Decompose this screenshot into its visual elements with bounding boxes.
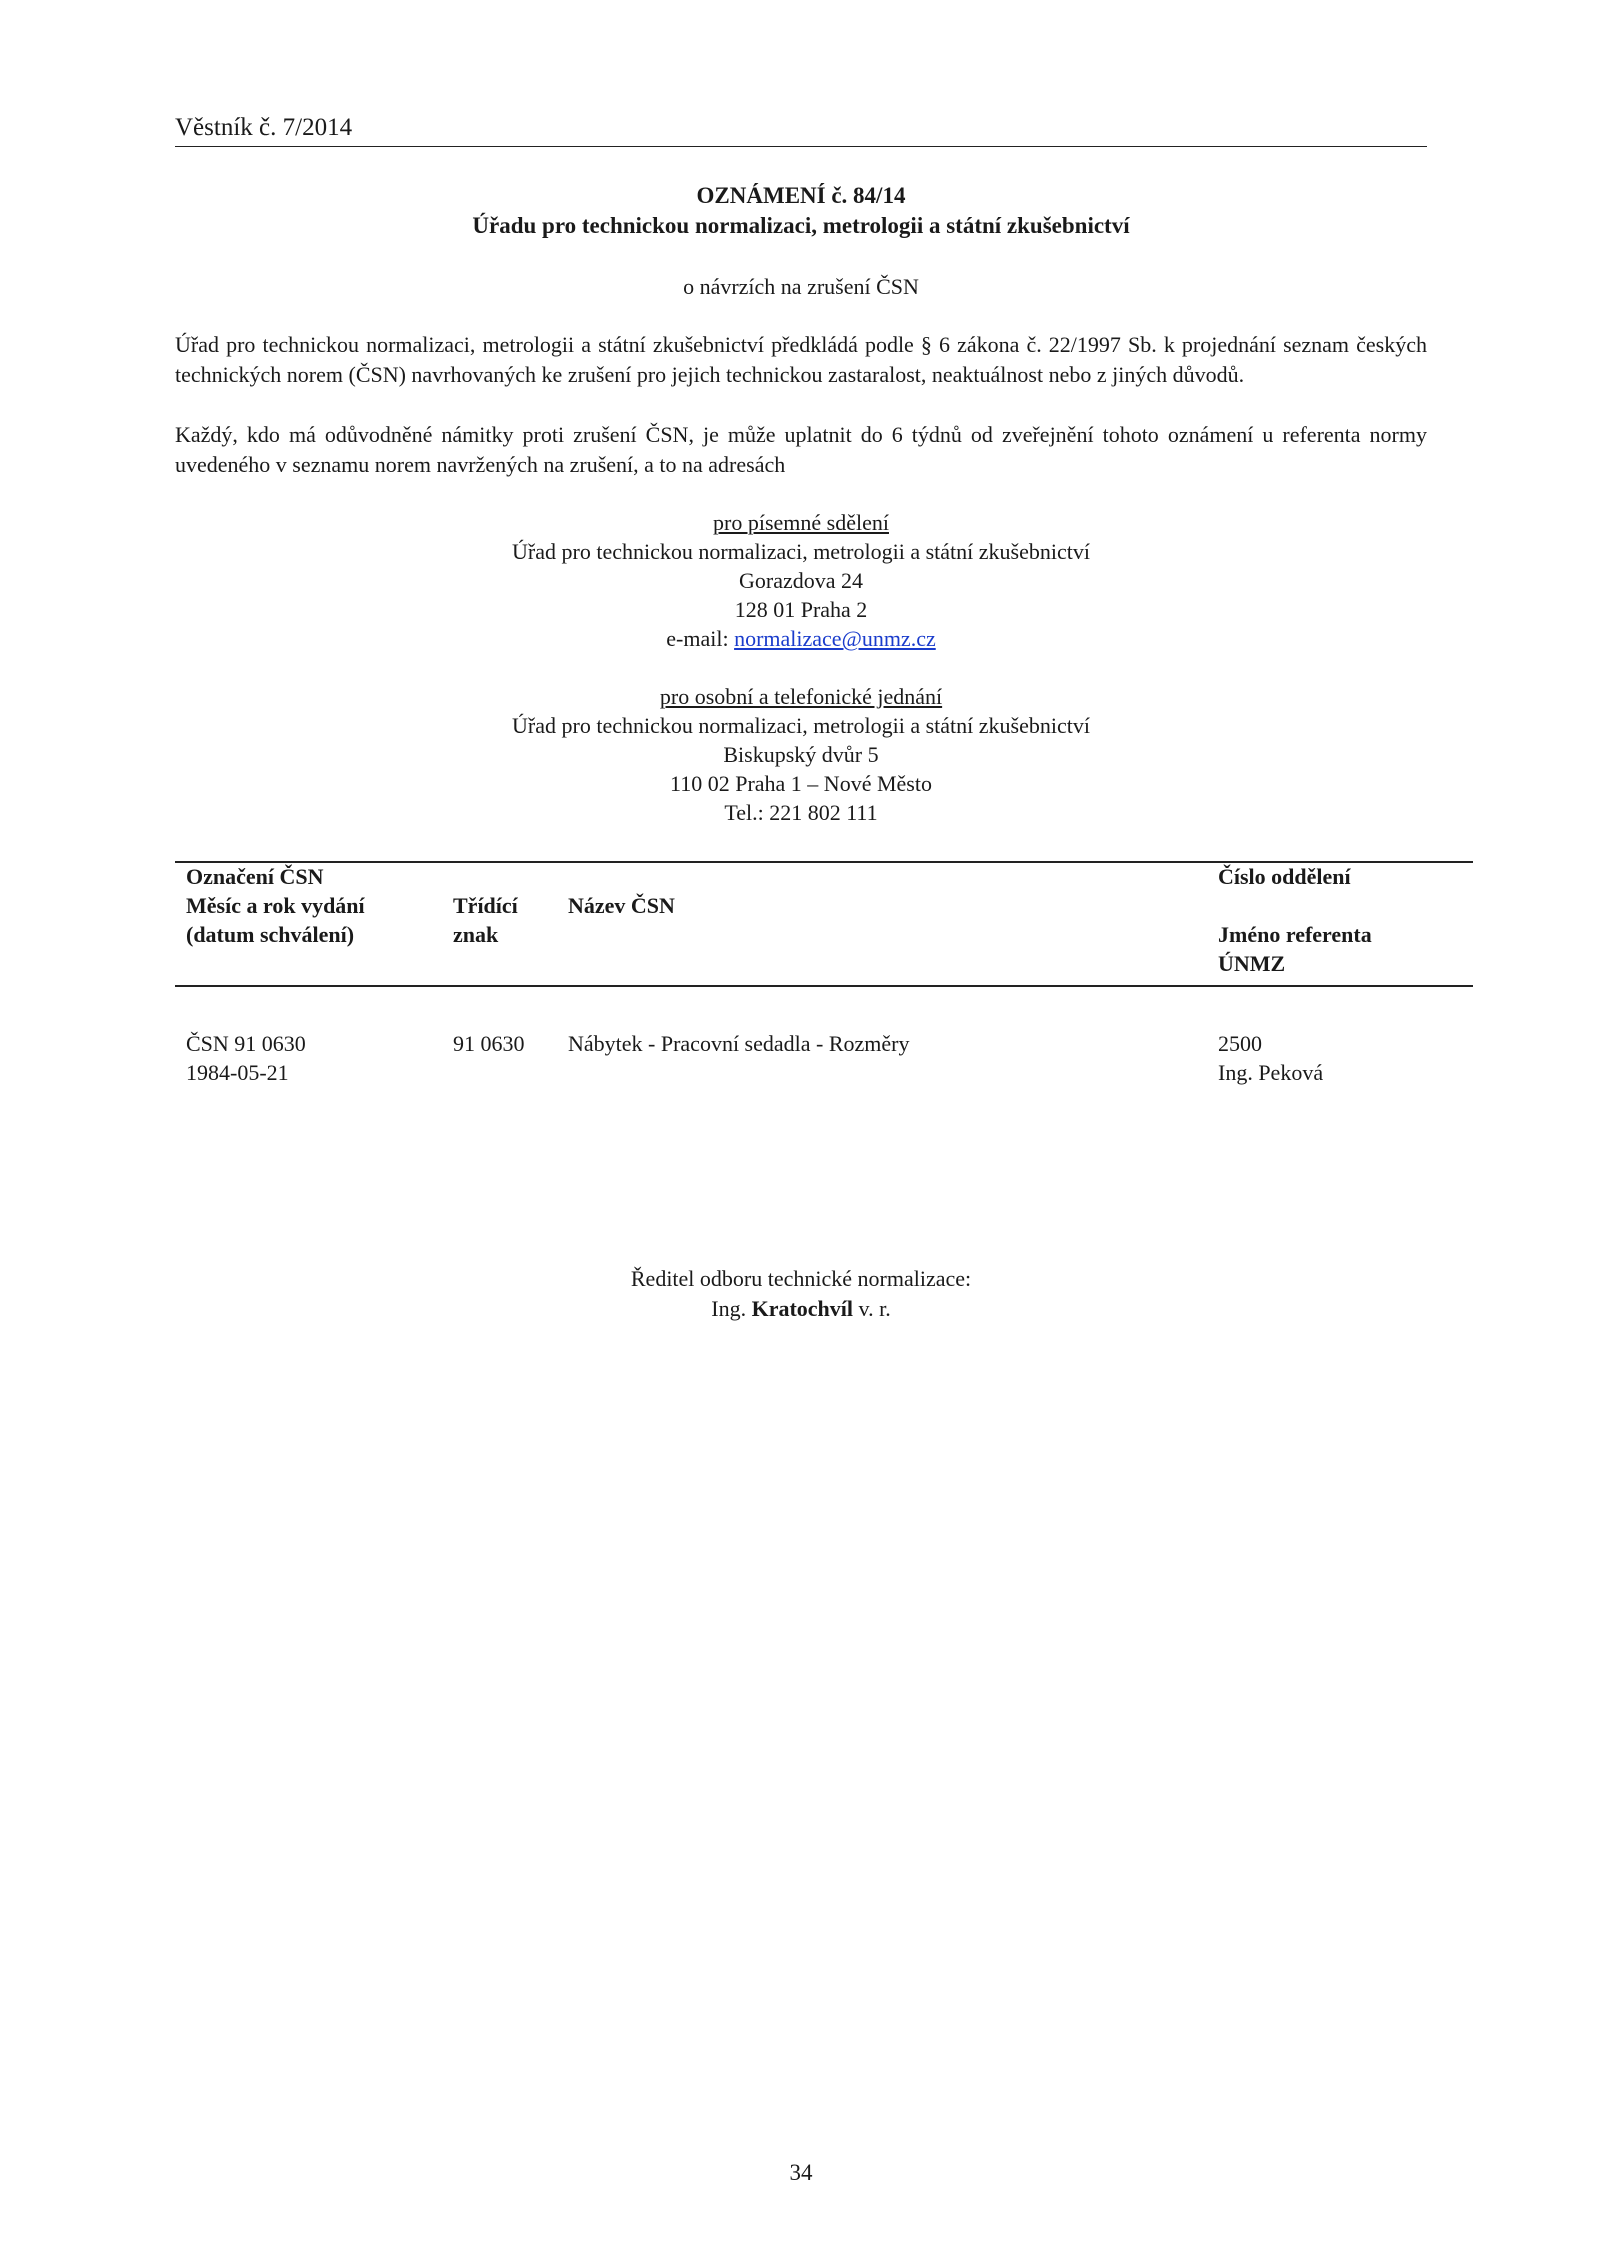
signature-name-line (175, 1294, 1427, 1324)
signature-prefix: Ing. (711, 1296, 752, 1321)
row-referent: Ing. Peková (1218, 1060, 1324, 1085)
address-personal (175, 682, 1427, 827)
email-link[interactable]: normalizace@unmz.cz (734, 626, 936, 651)
header-standard-name: Název ČSN (568, 893, 675, 918)
signature-suffix: v. r. (853, 1296, 891, 1321)
header-class-code-line2: znak (453, 922, 499, 947)
address-written-city: 128 01 Praha 2 (734, 597, 868, 622)
signature-block (175, 1264, 1427, 1324)
row-class-code: 91 0630 (453, 1031, 525, 1056)
objection-paragraph: Každý, kdo má odůvodněné námitky proti zrušení ČSN, je může uplatnit do 6 týdnů od zveřejnění tohoto oznámení u referenta normy uvedeného v seznamu norem navržených na zrušení, a to na adresách (175, 422, 1427, 477)
header-designation: Označení ČSN (186, 864, 324, 889)
header-referent-name: Jméno referenta (1218, 922, 1372, 947)
table-header-rule (175, 985, 1473, 987)
signature-role: Ředitel odboru technické normalizace: (630, 1266, 972, 1291)
address-written-email-line (175, 624, 1427, 653)
signature-name: Kratochvíl (751, 1296, 854, 1321)
header-issue-date: Měsíc a rok vydání (186, 893, 365, 918)
header-approval-date: (datum schválení) (186, 922, 355, 947)
page-number: 34 (789, 2160, 813, 2185)
header-rule (175, 146, 1427, 147)
header-class-code-line1: Třídící (453, 893, 518, 918)
row-department: 2500 (1218, 1031, 1262, 1056)
address-written (175, 508, 1427, 653)
row-designation: ČSN 91 0630 (186, 1031, 306, 1056)
notice-title: OZNÁMENÍ č. 84/14 (696, 183, 906, 208)
intro-paragraph: Úřad pro technickou normalizaci, metrologii a státní zkušebnictví předkládá podle § 6 zákona č. 22/1997 Sb. k projednání seznam českých technických norem (ČSN) navrhovaných ke zrušení pro jejich technickou zastaralost, neaktuálnost nebo z jiných důvodů. (175, 332, 1427, 387)
notice-issuer: Úřadu pro technickou normalizaci, metrologii a státní zkušebnictví (472, 213, 1130, 238)
address-personal-heading: pro osobní a telefonické jednání (659, 684, 943, 709)
header-department-number: Číslo oddělení (1218, 864, 1351, 889)
address-personal-city: 110 02 Praha 1 – Nové Město (670, 771, 932, 796)
address-personal-street: Biskupský dvůr 5 (723, 742, 879, 767)
row-date: 1984-05-21 (186, 1060, 289, 1085)
address-written-heading: pro písemné sdělení (713, 510, 889, 535)
running-header: Věstník č. 7/2014 (175, 114, 353, 141)
email-label: e-mail: (666, 626, 735, 651)
header-office: ÚNMZ (1218, 951, 1286, 976)
notice-subject: o návrzích na zrušení ČSN (683, 274, 919, 299)
address-written-org: Úřad pro technickou normalizaci, metrologii a státní zkušebnictví (512, 539, 1090, 564)
row-standard-name: Nábytek - Pracovní sedadla - Rozměry (568, 1031, 910, 1056)
address-personal-phone: Tel.: 221 802 111 (724, 800, 878, 825)
address-written-street: Gorazdova 24 (738, 568, 863, 593)
address-personal-org: Úřad pro technickou normalizaci, metrologii a státní zkušebnictví (512, 713, 1090, 738)
